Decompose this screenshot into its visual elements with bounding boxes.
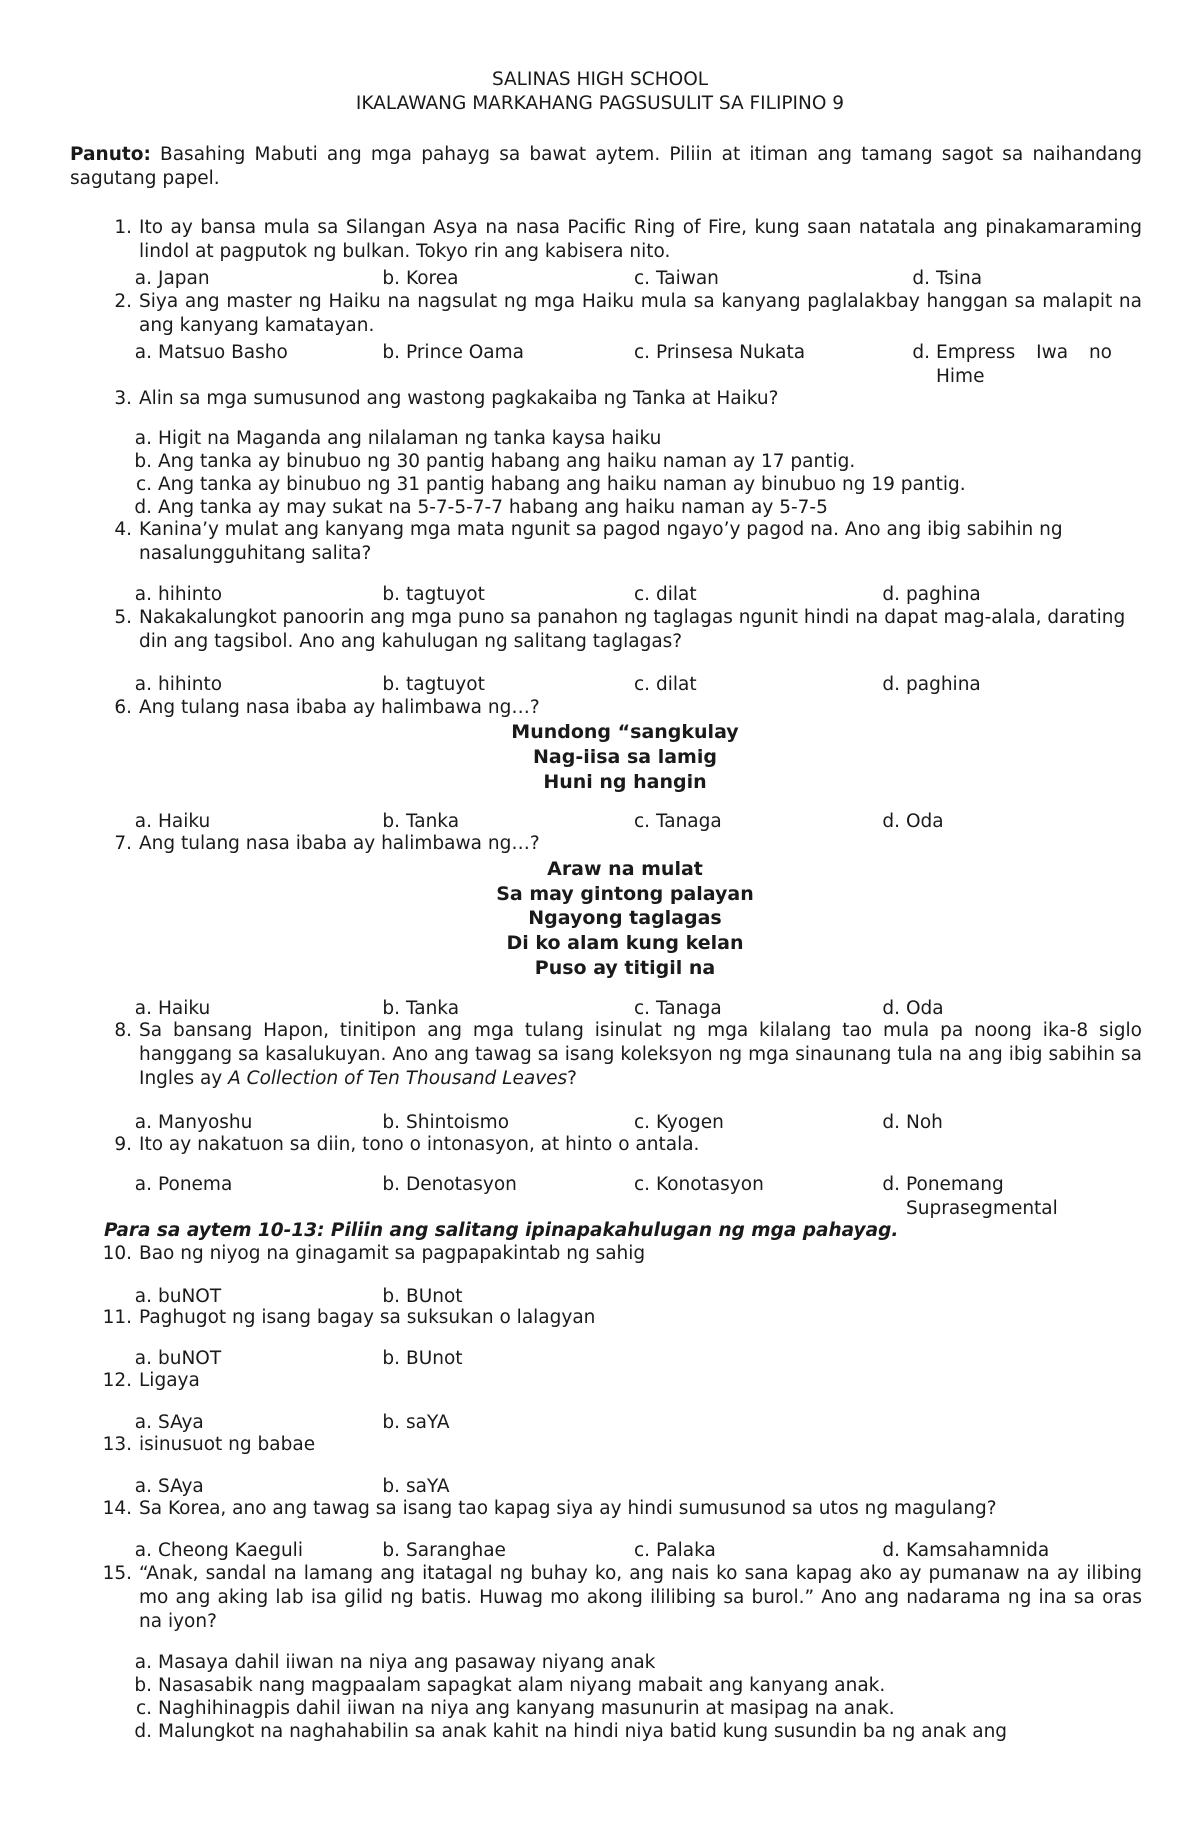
option-letter: b. [382,1286,400,1307]
q2-option-c[interactable] [618,341,806,365]
option-text: Taiwan [656,268,719,289]
question-2 [100,290,1142,338]
option-letter: d. [882,674,900,695]
option-letter: c. [633,268,650,289]
option-letter: b. [134,451,152,472]
option-letter: a. [134,674,152,695]
option-letter: a. [134,584,152,605]
option-letter: a. [134,342,152,363]
question-4 [100,518,1142,566]
option-letter: d. [882,1540,900,1561]
question-number: 9. [114,1134,132,1155]
option-text: Malungkot na naghahabilin sa anak kahit na hindi niya batid kung susundin ba ng anak ang [158,1721,1008,1742]
option-text: BUnot [406,1348,463,1369]
q4-option-a[interactable] [120,583,223,607]
q2-option-d[interactable] [898,341,1112,387]
q6-option-b[interactable] [368,810,460,834]
option-letter: a. [134,1174,152,1195]
option-text: paghina [906,584,981,605]
option-text: dilat [656,584,697,605]
q11-option-b[interactable] [368,1347,463,1371]
q9-option-a[interactable] [120,1173,233,1197]
question-number: 2. [114,291,132,312]
q8-option-c[interactable] [618,1111,724,1135]
option-text: Naghihinagpis dahil iiwan na niya ang kanyang masunurin at masipag na anak. [158,1698,895,1719]
option-text: SAya [158,1412,204,1433]
question-1 [100,216,1142,264]
section-note: Para sa aytem 10-13: Piliin ang salitang ipinapakahulugan ng mga pahayag. [104,1220,899,1241]
option-text: saYA [406,1476,450,1497]
option-letter: a. [134,268,152,289]
option-letter: d. [882,1174,900,1195]
option-text: Kamsahamnida [906,1540,1050,1561]
question-number: 10. [102,1243,132,1264]
question-number: 6. [114,697,132,718]
q2-option-b[interactable] [368,341,524,365]
question-text: Ligaya [139,1370,200,1391]
q14-option-c[interactable] [618,1539,716,1563]
option-letter: c. [633,1112,650,1133]
instructions-label: Panuto: [70,144,151,165]
option-letter: c. [633,1540,650,1561]
q8-option-d[interactable] [868,1111,943,1135]
q8-option-b[interactable] [368,1111,510,1135]
question-text: Kanina’y mulat ang kanyang mga mata ngunit sa pagod ngayo’y pagod na. Ano ang ibig sabihin ng nasalungguhitang salita? [139,519,1063,564]
option-letter: a. [134,998,152,1019]
q7-option-c[interactable] [618,997,722,1021]
option-text: Konotasyon [656,1174,764,1195]
question-5 [100,606,1142,654]
instructions [70,143,1142,191]
poem-line: Ngayong taglagas [528,907,722,929]
poem-line: Nag-iisa sa lamig [533,746,717,768]
q15-option-d[interactable] [120,1720,1008,1744]
question-number: 8. [114,1020,132,1041]
option-letter: d. [134,497,152,518]
option-text: buNOT [158,1286,222,1307]
option-letter: a. [134,1412,152,1433]
question-12 [100,1369,1142,1393]
poem-line: Di ko alam kung kelan [506,932,744,954]
q6-option-a[interactable] [120,810,211,834]
option-letter: c. [633,1174,650,1195]
option-text: Tsina [936,268,983,289]
option-letter: d. [882,584,900,605]
option-text: BUnot [406,1286,463,1307]
q9-option-c[interactable] [618,1173,764,1197]
option-letter: d. [882,998,900,1019]
q9-option-d[interactable] [868,1173,1058,1219]
option-text: saYA [406,1412,450,1433]
q2-option-a[interactable] [120,341,288,365]
question-14 [100,1497,1142,1521]
option-text: Ponemang Suprasegmental [906,1174,1058,1219]
option-letter: d. [882,811,900,832]
option-letter: a. [134,1652,152,1673]
option-text: Japan [158,268,210,289]
poem-line: Huni ng hangin [543,771,707,793]
q13-option-b[interactable] [368,1475,450,1499]
option-text: Kyogen [656,1112,724,1133]
option-letter: b. [382,1348,400,1369]
q15-option-b[interactable] [120,1674,886,1698]
option-text: Ang tanka ay binubuo ng 31 pantig habang ang haiku naman ay binubuo ng 19 pantig. [158,474,966,495]
option-letter: b. [382,1112,400,1133]
question-7 [100,832,1142,856]
option-text: Haiku [158,811,211,832]
question-3 [100,387,1142,411]
question-number: 1. [114,217,132,238]
option-letter: c. [633,584,650,605]
option-letter: c. [633,998,650,1019]
option-text: Shintoismo [406,1112,510,1133]
option-letter: b. [382,811,400,832]
question-number: 12. [102,1370,132,1391]
option-text: Denotasyon [406,1174,517,1195]
option-letter: c. [135,474,152,495]
option-text: tagtuyot [406,674,485,695]
option-letter: a. [134,1112,152,1133]
poem-line: Puso ay titigil na [534,957,716,979]
question-text: Ito ay nakatuon sa diin, tono o intonasyon, at hinto o antala. [139,1134,700,1155]
option-text: Korea [406,268,459,289]
instructions-text: Basahing Mabuti ang mga pahayg sa bawat aytem. Piliin at itiman ang tamang sagot sa naihandang sagutang papel. [70,144,1142,189]
question-15 [100,1562,1142,1634]
q5-option-d[interactable] [868,673,981,697]
q7-option-a[interactable] [120,997,211,1021]
question-number: 3. [114,388,132,409]
option-text: Matsuo Basho [158,342,288,363]
q15-option-c[interactable] [120,1697,895,1721]
option-letter: a. [134,1540,152,1561]
option-text: Tanaga [656,811,722,832]
question-text: Paghugot ng isang bagay sa suksukan o lalagyan [139,1307,596,1328]
question-text: Siya ang master ng Haiku na nagsulat ng mga Haiku mula sa kanyang paglalakbay hanggan sa malapit na ang kanyang kamatayan. [139,291,1142,336]
q7-option-b[interactable] [368,997,460,1021]
q4-option-d[interactable] [868,583,981,607]
poem-line: Sa may gintong palayan [496,883,754,905]
option-text: Haiku [158,998,211,1019]
q7-option-d[interactable] [868,997,944,1021]
question-number: 14. [102,1498,132,1519]
question-text-end: ? [567,1068,577,1089]
question-text: Ang tulang nasa ibaba ay halimbawa ng…? [139,697,540,718]
poem-line: Araw na mulat [547,858,703,880]
q1-option-c[interactable] [618,267,719,291]
q11-option-a[interactable] [120,1347,222,1371]
question-number: 5. [114,607,132,628]
question-8 [100,1019,1142,1091]
q3-option-d[interactable] [120,496,828,520]
q13-option-a[interactable] [120,1475,204,1499]
q6-option-d[interactable] [868,810,944,834]
option-letter: d. [912,342,930,363]
q1-option-d[interactable] [898,267,983,291]
option-text: Palaka [656,1540,716,1561]
q1-option-b[interactable] [368,267,459,291]
option-letter: b. [134,1675,152,1696]
question-number: 11. [102,1307,132,1328]
option-text: hihinto [158,584,223,605]
option-letter: a. [134,428,152,449]
option-text: tagtuyot [406,584,485,605]
option-letter: b. [382,998,400,1019]
option-text: Masaya dahil iiwan na niya ang pasaway niyang anak [158,1652,656,1673]
option-letter: b. [382,1412,400,1433]
question-10 [100,1242,1142,1266]
question-text: “Anak, sandal na lamang ang itatagal ng buhay ko, ang nais ko sana kapag ako ay pumanaw na ay ilibing mo ang aking lab isa gilid ng batis. Huwag mo akong ililibing sa burol.” Ano ang nadarama ng ina sa oras na iyon? [139,1563,1142,1632]
option-text: Tanka [406,811,460,832]
q15-option-a[interactable] [120,1651,656,1675]
option-text: buNOT [158,1348,222,1369]
question-text: Bao ng niyog na ginagamit sa pagpapakintab ng sahig [139,1243,646,1264]
q3-option-b[interactable] [120,450,856,474]
option-letter: c. [135,1698,152,1719]
option-text: SAya [158,1476,204,1497]
q5-option-b[interactable] [368,673,485,697]
q12-option-b[interactable] [368,1411,450,1435]
q8-option-a[interactable] [120,1111,253,1135]
q5-option-a[interactable] [120,673,223,697]
q4-option-c[interactable] [618,583,697,607]
option-text: Empress Iwa no Hime [936,342,1112,387]
q5-option-c[interactable] [618,673,697,697]
option-letter: d. [912,268,930,289]
option-letter: a. [134,811,152,832]
option-text: hihinto [158,674,223,695]
question-13 [100,1433,1142,1457]
option-text: Saranghae [406,1540,506,1561]
option-text: dilat [656,674,697,695]
poem-line: Mundong “sangkulay [511,721,739,743]
option-letter: c. [633,811,650,832]
question-text: Ito ay bansa mula sa Silangan Asya na nasa Pacific Ring of Fire, kung saan natatala ang pinakamaraming lindol at pagputok ng bulkan. Tokyo rin ang kabisera nito. [139,217,1142,262]
option-letter: b. [382,584,400,605]
question-text: isinusuot ng babae [139,1434,316,1455]
option-letter: b. [382,674,400,695]
q9-option-b[interactable] [368,1173,517,1197]
option-text: Prinsesa Nukata [656,342,806,363]
school-name: SALINAS HIGH SCHOOL [491,69,709,90]
question-text-italic: A Collection of Ten Thousand Leaves [228,1068,568,1089]
option-text: Cheong Kaeguli [158,1540,303,1561]
option-letter: b. [382,342,400,363]
option-text: Ang tanka ay may sukat na 5-7-5-7-7 habang ang haiku naman ay 5-7-5 [158,497,828,518]
question-9 [100,1133,1142,1157]
option-text: Manyoshu [158,1112,253,1133]
question-text: Ang tulang nasa ibaba ay halimbawa ng…? [139,833,540,854]
q14-option-b[interactable] [368,1539,506,1563]
option-letter: c. [633,342,650,363]
q14-option-d[interactable] [868,1539,1050,1563]
option-text: Higit na Maganda ang nilalaman ng tanka kaysa haiku [158,428,662,449]
q14-option-a[interactable] [120,1539,303,1563]
question-text: Sa Korea, ano ang tawag sa isang tao kapag siya ay hindi sumusunod sa utos ng magulang? [139,1498,997,1519]
option-letter: b. [382,268,400,289]
option-letter: c. [633,674,650,695]
option-text: Noh [906,1112,943,1133]
option-text: Ang tanka ay binubuo ng 30 pantig habang ang haiku naman ay 17 pantig. [158,451,856,472]
q3-option-c[interactable] [120,473,966,497]
option-letter: d. [134,1721,152,1742]
option-text: paghina [906,674,981,695]
option-letter: b. [382,1476,400,1497]
exam-title: IKALAWANG MARKAHANG PAGSUSULIT SA FILIPINO 9 [355,93,845,114]
q6-option-c[interactable] [618,810,722,834]
option-text: Oda [906,811,944,832]
option-text: Oda [906,998,944,1019]
question-11 [100,1306,1142,1330]
q3-option-a[interactable] [120,427,662,451]
option-letter: a. [134,1286,152,1307]
option-letter: a. [134,1348,152,1369]
option-letter: b. [382,1174,400,1195]
question-number: 13. [102,1434,132,1455]
option-text: Prince Oama [406,342,524,363]
option-text: Ponema [158,1174,233,1195]
option-letter: d. [882,1112,900,1133]
question-6 [100,696,1142,720]
q4-option-b[interactable] [368,583,485,607]
option-text: Nasasabik nang magpaalam sapagkat alam niyang mabait ang kanyang anak. [158,1675,886,1696]
option-letter: b. [382,1540,400,1561]
question-number: 4. [114,519,132,540]
option-text: Tanka [406,998,460,1019]
q1-option-a[interactable] [120,267,210,291]
question-text [139,1019,1142,1091]
question-number: 7. [114,833,132,854]
question-text: Nakakalungkot panoorin ang mga puno sa panahon ng taglagas ngunit hindi na dapat mag-alala, darating din ang tagsibol. Ano ang kahulugan ng salitang taglagas? [139,607,1126,652]
question-text-main: Sa bansang Hapon, tinitipon ang mga tulang isinulat ng mga kilalang tao mula pa noong ika-8 siglo hanggang sa kasalukuyan. Ano ang tawag sa isang koleksyon ng mga sinaunang tula na ang ibig sabihin sa Ingles ay [139,1020,1142,1089]
option-text: Tanaga [656,998,722,1019]
q12-option-a[interactable] [120,1411,204,1435]
option-letter: a. [134,1476,152,1497]
question-text: Alin sa mga sumusunod ang wastong pagkakaiba ng Tanka at Haiku? [139,388,779,409]
question-number: 15. [102,1563,132,1584]
